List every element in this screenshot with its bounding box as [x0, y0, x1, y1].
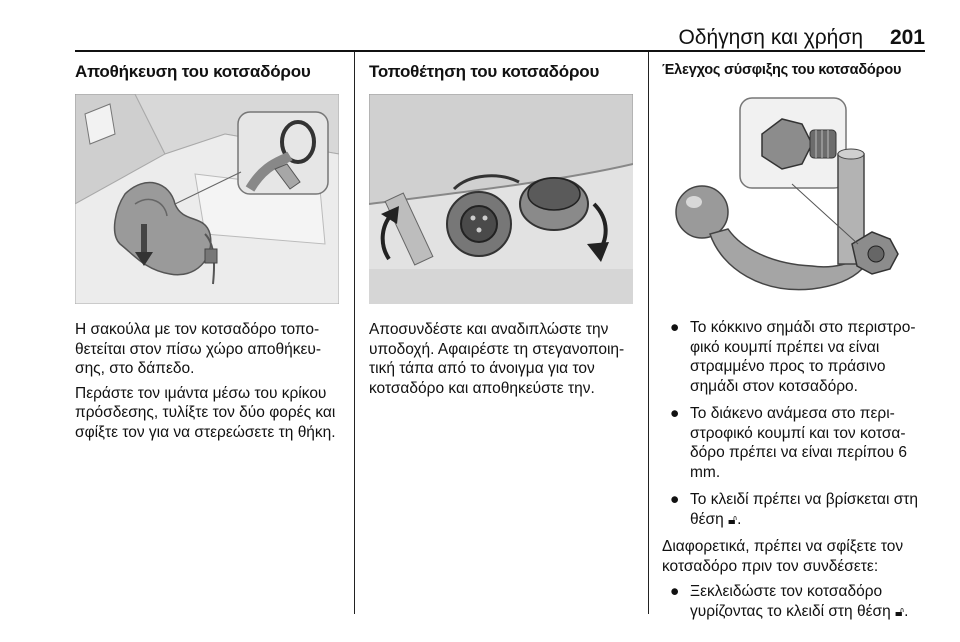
chapter-title: Οδήγηση και χρήση [678, 26, 863, 49]
list-item: ● Το κλειδί πρέπει να βρίσκεται στη θέση 🔓︎. [670, 491, 919, 528]
list-item [662, 318, 927, 396]
column-divider-2 [648, 52, 649, 614]
section-heading-storage: Αποθήκευση του κοτσαδόρου [75, 62, 311, 81]
column-tightness-check [662, 62, 927, 629]
column-installation [369, 62, 634, 398]
list-item: ● Ξεκλειδώστε τον κοτσαδόρο γυρίζοντας το κλειδί στη θέση 🔓︎. [670, 583, 909, 620]
unlock-key-icon: 🔓︎ [728, 510, 738, 527]
list-item [662, 404, 927, 482]
bullet-text: Το κλειδί πρέπει να βρίσκεται στη θέση [690, 491, 919, 528]
bullet-marker: ● [670, 491, 680, 508]
page-number: 201 [889, 26, 925, 49]
otherwise-paragraph: Διαφορετικά, πρέπει να σφίξετε τον κοτσαδόρο πριν τον συνδέσετε: [662, 538, 904, 575]
towbar-ball-illustration [662, 94, 926, 304]
storage-paragraph-1: Η σακούλα με τον κοτσαδόρο τοποθετείται στον πίσω χώρο αποθήκευσης, στο δάπεδο. [75, 321, 322, 377]
socket-illustration [369, 94, 633, 304]
check-bullet-list [662, 318, 927, 529]
column-divider-1 [354, 52, 355, 614]
header-rule [75, 50, 925, 52]
figure-towbar-ball [662, 94, 926, 304]
bullet-text: Το κόκκινο σημάδι στο περιστροφικό κουμπί πρέπει να είναι στραμμένο προς το πράσινο σημάδι στον κοτσαδόρο. [690, 319, 916, 395]
figure-towbar-storage [75, 94, 339, 304]
bullet-text: Ξεκλειδώστε τον κοτσαδόρο γυρίζοντας το κλειδί στη θέση [690, 583, 891, 620]
bullet-marker: ● [670, 405, 680, 422]
storage-paragraph-2: Περάστε τον ιμάντα μέσω του κρίκου πρόσδεσης, τυλίξτε τον δύο φορές και σφίξτε τον για να στερεώσετε τη θήκη. [75, 384, 336, 441]
page-header [75, 26, 925, 50]
section-heading-installation: Τοποθέτηση του κοτσαδόρου [369, 62, 600, 81]
bullet-marker: ● [670, 583, 680, 600]
section-heading-check: Έλεγχος σύσφιξης του κοτσαδόρου [662, 62, 902, 78]
bullet-text: Το διάκενο ανάμεσα στο περιστροφικό κουμπί και τον κοτσαδόρο πρέπει να είναι περίπου 6 mm. [690, 405, 907, 481]
bullet-marker: ● [670, 319, 680, 336]
figure-towbar-socket [369, 94, 633, 304]
trunk-bag-illustration [75, 94, 339, 304]
sub-bullet-list [662, 582, 927, 621]
unlock-key-icon: 🔓︎ [895, 602, 905, 619]
installation-paragraph: Αποσυνδέστε και αναδιπλώστε την υποδοχή. Αφαιρέστε τη στεγανοποιητική τάπα από το άνοιγμα για τον κοτσαδόρο και αποθηκεύστε την. [369, 321, 625, 397]
column-storage [75, 62, 340, 442]
